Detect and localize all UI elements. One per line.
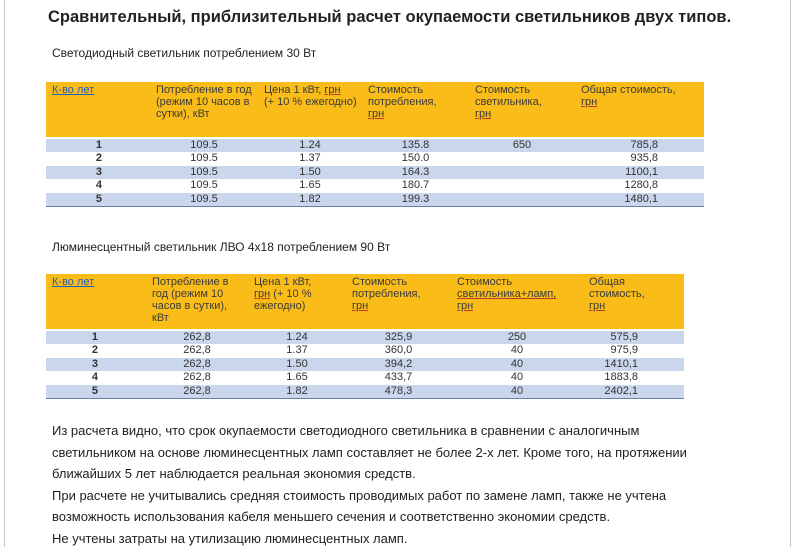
cell-total: 1480,1 [575, 193, 704, 207]
cell-total: 785,8 [575, 138, 704, 152]
cell-consumption: 262,8 [146, 344, 248, 358]
cell-price: 1.82 [258, 193, 362, 207]
cell-year: 5 [46, 193, 150, 207]
conclusion-line: Из расчета видно, что срок окупаемости светодиодного светильника в сравнении с аналогичным [52, 420, 772, 442]
cell-year: 1 [46, 138, 150, 152]
header-price: Цена 1 кВт, грн (+ 10 % ежегодно) [248, 274, 346, 330]
cell-price: 1.50 [248, 358, 346, 372]
cell-cost-lamp [469, 179, 575, 193]
cell-cost-consumption: 180.7 [362, 179, 469, 193]
cell-price: 1.24 [248, 330, 346, 344]
header-years: К-во лет [46, 82, 150, 138]
cell-consumption: 109.5 [150, 138, 258, 152]
conclusion-line: возможность использования кабеля меньшего сечения и соответственно экономии средств. [52, 506, 772, 528]
header-cost-lamp: Стоимость светильника, грн [469, 82, 575, 138]
cell-consumption: 109.5 [150, 152, 258, 166]
cell-cost-lamp [469, 193, 575, 207]
cell-price: 1.50 [258, 166, 362, 180]
header-cost-lamp: Стоимость светильника+ламп, грн [451, 274, 583, 330]
table-row [46, 358, 684, 372]
cell-year: 5 [46, 385, 146, 399]
cell-consumption: 262,8 [146, 330, 248, 344]
fluorescent-payback-table [46, 274, 684, 400]
header-consumption: Потребление в год (режим 10 часов в сутки), кВт [150, 82, 258, 138]
cell-total: 975,9 [583, 344, 684, 358]
header-cost-consumption: Стоимость потребления, грн [362, 82, 469, 138]
cell-price: 1.37 [258, 152, 362, 166]
cell-cost-consumption: 325,9 [346, 330, 451, 344]
cell-year: 3 [46, 358, 146, 372]
cell-consumption: 109.5 [150, 193, 258, 207]
page-title: Сравнительный, приблизительный расчет окупаемости светильников двух типов. [48, 8, 731, 27]
table-header-row [46, 82, 704, 138]
table-row [46, 385, 684, 399]
cell-year: 1 [46, 330, 146, 344]
cell-total: 1100,1 [575, 166, 704, 180]
table-row [46, 152, 704, 166]
page-left-border [4, 0, 5, 547]
table-row [46, 371, 684, 385]
table-row [46, 166, 704, 180]
table-row [46, 193, 704, 207]
cell-consumption: 262,8 [146, 358, 248, 372]
cell-cost-consumption: 433,7 [346, 371, 451, 385]
header-cost-consumption: Стоимость потребления, грн [346, 274, 451, 330]
cell-cost-lamp: 40 [451, 371, 583, 385]
cell-total: 1883,8 [583, 371, 684, 385]
conclusion-line: Не учтены затраты на утилизацию люминесцентных ламп. [52, 528, 772, 549]
cell-consumption: 262,8 [146, 385, 248, 399]
table-row [46, 344, 684, 358]
cell-consumption: 262,8 [146, 371, 248, 385]
cell-cost-consumption: 164.3 [362, 166, 469, 180]
conclusion-line: ближайших 5 лет наблюдается реальная экономия средств. [52, 463, 772, 485]
conclusion-line: При расчете не учитывались средняя стоимость проводимых работ по замене ламп, также не учтена [52, 485, 772, 507]
conclusion-text [52, 420, 772, 549]
cell-cost-consumption: 394,2 [346, 358, 451, 372]
table-row [46, 179, 704, 193]
cell-cost-lamp [469, 152, 575, 166]
cell-cost-consumption: 150.0 [362, 152, 469, 166]
cell-consumption: 109.5 [150, 179, 258, 193]
cell-year: 4 [46, 179, 150, 193]
cell-cost-consumption: 478,3 [346, 385, 451, 399]
led-section-subtitle: Светодиодный светильник потреблением 30 Вт [52, 46, 316, 60]
table-bottom-rule [46, 398, 684, 400]
header-years: К-во лет [46, 274, 146, 330]
cell-total: 1280,8 [575, 179, 704, 193]
led-payback-table [46, 82, 704, 208]
cell-cost-consumption: 360,0 [346, 344, 451, 358]
fluorescent-section-subtitle: Люминесцентный светильник ЛВО 4х18 потреблением 90 Вт [52, 240, 390, 254]
header-total: Общая стоимость, грн [575, 82, 704, 138]
header-consumption: Потребление в год (режим 10 часов в сутки), кВт [146, 274, 248, 330]
table-header-row [46, 274, 684, 330]
table-bottom-rule [46, 206, 704, 208]
table-row [46, 138, 704, 152]
cell-year: 2 [46, 152, 150, 166]
cell-total: 575,9 [583, 330, 684, 344]
cell-cost-lamp [469, 166, 575, 180]
cell-price: 1.24 [258, 138, 362, 152]
cell-price: 1.65 [248, 371, 346, 385]
header-total: Общая стоимость, грн [583, 274, 684, 330]
cell-total: 2402,1 [583, 385, 684, 399]
cell-cost-lamp: 40 [451, 385, 583, 399]
cell-year: 3 [46, 166, 150, 180]
cell-total: 935,8 [575, 152, 704, 166]
cell-cost-consumption: 199.3 [362, 193, 469, 207]
cell-cost-lamp: 650 [469, 138, 575, 152]
table-row [46, 330, 684, 344]
cell-year: 4 [46, 371, 146, 385]
cell-consumption: 109.5 [150, 166, 258, 180]
conclusion-line: светильником на основе люминесцентных ламп составляет не более 2-х лет. Кроме того, на протяжении [52, 442, 772, 464]
cell-price: 1.65 [258, 179, 362, 193]
cell-cost-lamp: 40 [451, 358, 583, 372]
cell-cost-lamp: 40 [451, 344, 583, 358]
page-right-border [790, 0, 791, 547]
cell-price: 1.37 [248, 344, 346, 358]
header-price: Цена 1 кВт, грн (+ 10 % ежегодно) [258, 82, 362, 138]
cell-price: 1.82 [248, 385, 346, 399]
cell-total: 1410,1 [583, 358, 684, 372]
cell-cost-lamp: 250 [451, 330, 583, 344]
cell-cost-consumption: 135.8 [362, 138, 469, 152]
cell-year: 2 [46, 344, 146, 358]
